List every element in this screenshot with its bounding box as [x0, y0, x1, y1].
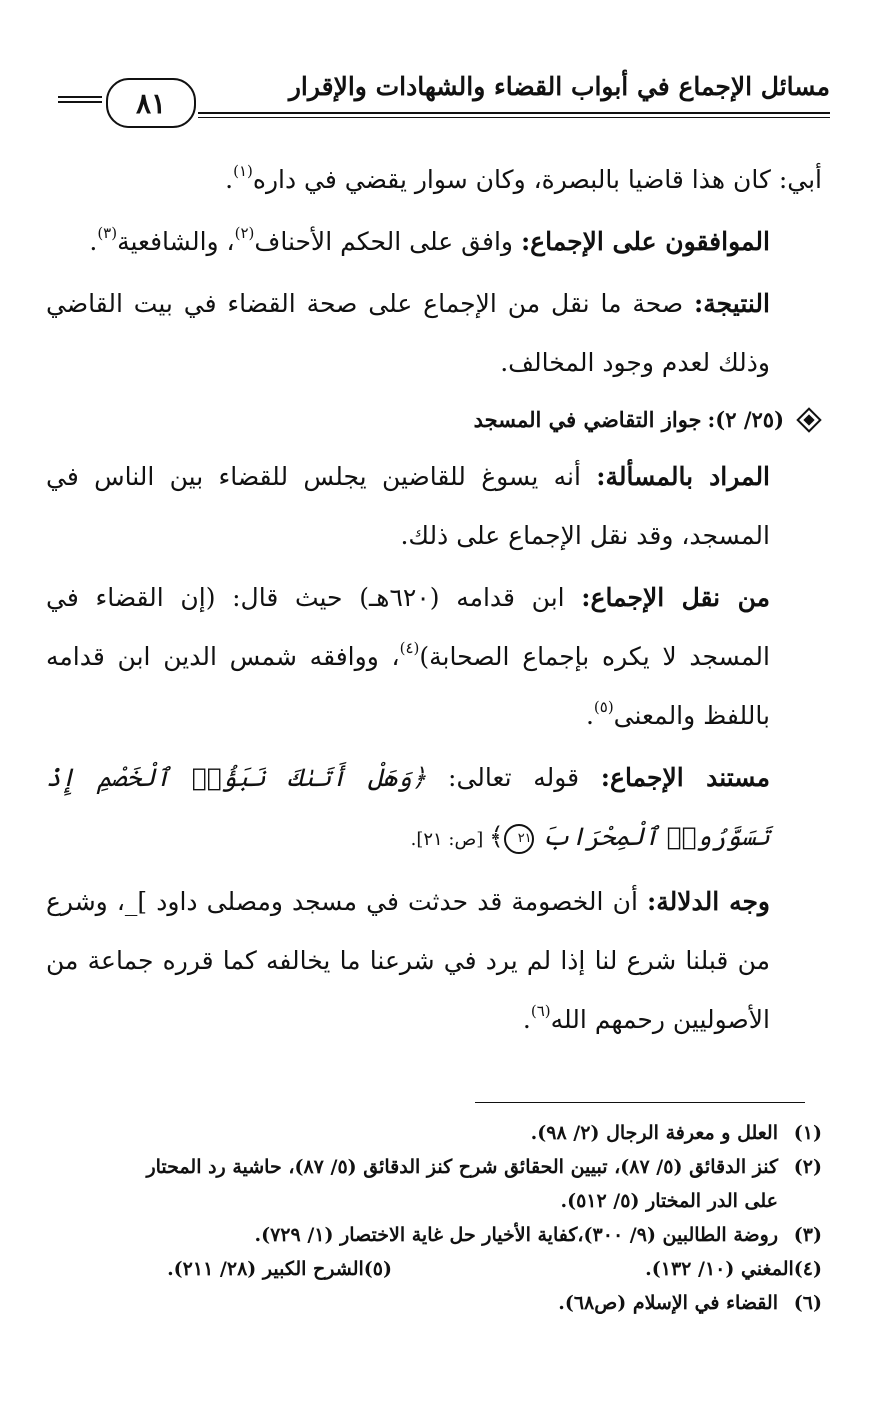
- paragraph-basis: [46, 748, 822, 869]
- footnote-mark: (٤): [793, 1258, 822, 1280]
- footnote: [46, 1116, 822, 1150]
- footnote: [392, 1252, 822, 1286]
- footnote-continuation: [46, 1184, 822, 1218]
- footnote-ref: (٣): [97, 224, 118, 242]
- footnote-ref: (٦): [530, 1002, 551, 1020]
- footnote-text: كنز الدقائق (٥/ ٨٧)، تبيين الحقائق شرح كنز الدقائق (٥/ ٨٧)، حاشية رد المحتار: [146, 1156, 778, 1178]
- footnote: [46, 1150, 822, 1184]
- text: قوله تعالى:: [426, 763, 601, 792]
- section-heading: [46, 395, 822, 445]
- text: .: [522, 1005, 531, 1034]
- footnote-mark: (١): [793, 1122, 822, 1144]
- footnote-mark: (٢): [793, 1156, 822, 1178]
- quran-close-bracket: ﴾: [489, 822, 504, 851]
- text: ، والشافعية: [117, 227, 235, 256]
- ornament-lines: [58, 96, 102, 98]
- page-header: [48, 60, 830, 130]
- paragraph-meaning: [46, 447, 822, 565]
- text: .: [89, 227, 98, 256]
- text: أبي: كان هذا قاضيا بالبصرة، وكان سوار يقضي في داره: [252, 165, 822, 194]
- footnote-text: روضة الطالبين (٩/ ٣٠٠)،كفاية الأخيار حل غاية الاختصار (١/ ٧٢٩).: [254, 1224, 778, 1246]
- footnote-ref: (١): [233, 162, 253, 180]
- section-number: (٢٥/ ٢):: [707, 407, 784, 432]
- paragraph-lead: المراد بالمسألة:: [596, 462, 771, 491]
- footnote-pair: [46, 1252, 822, 1286]
- paragraph-lead: من نقل الإجماع:: [581, 583, 770, 612]
- text: وافق على الحكم الأحناف: [254, 227, 521, 256]
- footnote-separator: [475, 1102, 805, 1103]
- running-title: مسائل الإجماع في أبواب القضاء والشهادات والإقرار: [288, 72, 830, 101]
- footnote-ref: (٢): [234, 224, 255, 242]
- diamond-bullet-icon: [796, 407, 821, 432]
- text: أن الخصومة قد حدثت في مسجد ومصلى داود ]_، وشرع من قبلنا شرع لنا إذا لم يرد في شرعنا ما يخالفه كما قرره جماعة من الأصوليين رحمهم الله: [46, 887, 770, 1034]
- footnote-text: المغني (١٠/ ١٣٢).: [645, 1258, 794, 1280]
- paragraph-continuation: [46, 150, 822, 209]
- header-rule: [198, 112, 830, 114]
- footnote-ref: (٥): [593, 698, 614, 716]
- footnote-mark: (٦): [793, 1292, 822, 1314]
- text: .: [585, 701, 594, 730]
- quran-verse: ﴿وَهَلْ أَتَىٰكَ نَبَؤُا۟ ٱلْخَصْمِ إِذْ تَسَوَّرُوا۟ ٱلْمِحْرَابَ: [46, 763, 770, 851]
- ayah-number-marker: ٢١: [504, 824, 534, 854]
- paragraph-transmitters: [46, 568, 822, 745]
- paragraph-agreeing: [46, 212, 822, 271]
- verse-reference: [ص: ٢١].: [410, 829, 489, 850]
- footnotes: [46, 1116, 822, 1320]
- paragraph-lead: النتيجة:: [694, 289, 770, 318]
- paragraph-lead: مستند الإجماع:: [600, 763, 771, 792]
- paragraph-lead: وجه الدلالة:: [647, 887, 771, 916]
- section-title: جواز التقاضي في المسجد: [473, 407, 702, 432]
- footnote-ref: (٤): [399, 639, 420, 657]
- footnote: [167, 1252, 392, 1286]
- text: ابن قدامه (٦٢٠هـ) حيث قال: (إن القضاء في المسجد لا يكره بإجماع الصحابة): [46, 583, 770, 671]
- page-number-frame: [106, 78, 196, 128]
- paragraph-result: [46, 274, 822, 392]
- text: صحة ما نقل من الإجماع على صحة القضاء في بيت القاضي وذلك لعدم وجود المخالف.: [46, 289, 770, 377]
- text: ، ووافقه شمس الدين ابن قدامه باللفظ والمعنى: [46, 642, 770, 730]
- footnote-mark: (٣): [793, 1224, 822, 1246]
- header-rule-thin: [198, 117, 830, 118]
- footnote: [46, 1218, 822, 1252]
- footnote-text: القضاء في الإسلام (ص٦٨).: [558, 1292, 778, 1314]
- footnote-text: العلل و معرفة الرجال (٢/ ٩٨).: [530, 1122, 778, 1144]
- footnote-mark: (٥): [363, 1258, 392, 1280]
- footnote: [46, 1286, 822, 1320]
- text: أنه يسوغ للقاضين يجلس للقضاء بين الناس في المسجد، وقد نقل الإجماع على ذلك.: [46, 462, 770, 550]
- footnote-text: على الدر المختار (٥/ ٥١٢).: [560, 1190, 778, 1212]
- paragraph-evidence: [46, 872, 822, 1049]
- paragraph-lead: الموافقون على الإجماع:: [520, 227, 770, 256]
- footnote-text: الشرح الكبير (٢٨/ ٢١١).: [167, 1258, 364, 1280]
- body-text: [46, 150, 822, 1052]
- page-number: ٨١: [135, 86, 167, 120]
- text: .: [225, 165, 234, 194]
